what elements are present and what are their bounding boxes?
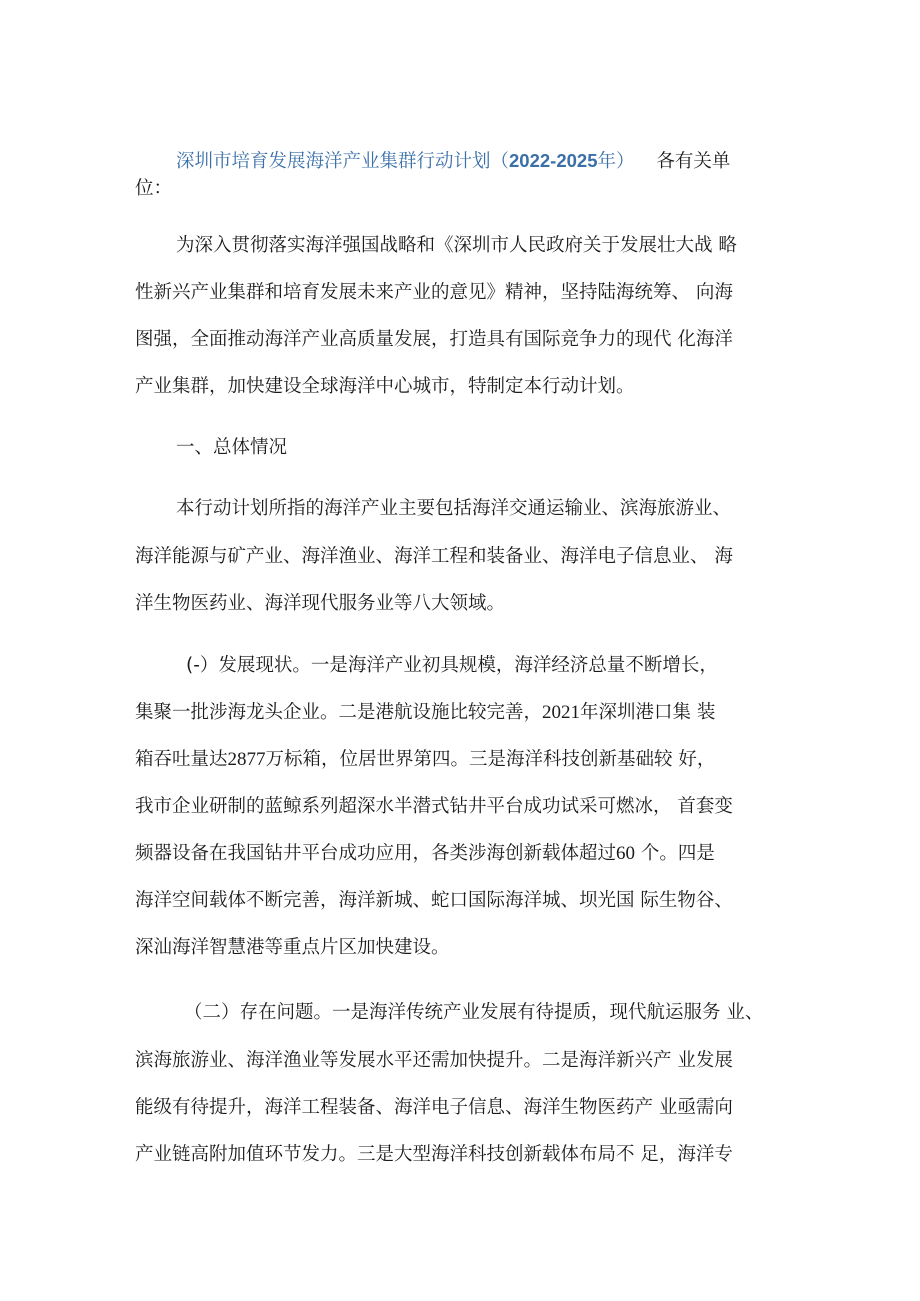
addressee-start: 各有关单: [656, 151, 731, 172]
p2-line-4: 我市企业研制的蓝鲸系列超深水半潜式钻井平台成功试采可燃冰， 首套变: [135, 796, 733, 817]
intro-line-3: 图强，全面推动海洋产业高质量发展，打造具有国际竞争力的现代 化海洋: [135, 329, 733, 350]
p2-line-1: (-）发展现状。一是海洋产业初具规模，海洋经济总量不断增长，: [186, 655, 718, 676]
title-main: 深圳市培育发展海洋产业集群行动计划（: [176, 151, 510, 172]
p2-line-3: 箱吞吐量达2877万标箱，位居世界第四。三是海洋科技创新基础较 好，: [135, 749, 716, 770]
p3-line-1: （二）存在问题。一是海洋传统产业发展有待提质，现代航运服务 业、: [184, 1002, 764, 1023]
p3-line-3: 能级有待提升，海洋工程装备、海洋电子信息、海洋生物医药产 业亟需向: [135, 1097, 733, 1118]
container-count: 2877: [227, 749, 266, 770]
p2-line-2: 集聚一批涉海龙头企业。二是港航设施比较完善，2021年深圳港口集 装: [135, 702, 716, 723]
p1-line-2: 海洋能源与矿产业、海洋渔业、海洋工程和装备业、海洋电子信息业、 海: [135, 546, 733, 567]
intro-line-1: 为深入贯彻落实海洋强国战略和《深圳市人民政府关于发展壮大战 略: [176, 235, 737, 256]
p1-line-3: 洋生物医药业、海洋现代服务业等八大领域。: [135, 593, 506, 614]
year-number: 2021: [542, 702, 581, 723]
intro-line-2: 性新兴产业集群和培育发展未来产业的意见》精神，坚持陆海统筹、 向海: [135, 282, 733, 303]
intro-line-4: 产业集群，加快建设全球海洋中心城市，特制定本行动计划。: [135, 376, 635, 397]
title-years: 2022-2025: [509, 150, 598, 171]
p3-line-4: 产业链高附加值环节发力。三是大型海洋科技创新载体布局不 足，海洋专: [135, 1144, 733, 1165]
document-title: [176, 148, 796, 175]
p2-line-7: 深汕海洋智慧港等重点片区加快建设。: [135, 937, 450, 958]
p1-line-1: 本行动计划所指的海洋产业主要包括海洋交通运输业、滨海旅游业、: [176, 498, 732, 519]
title-year-suffix: 年）: [597, 151, 635, 172]
section-heading: 一、总体情况: [176, 437, 288, 458]
p2-line-5: 频器设备在我国钻井平台成功应用，各类涉海创新载体超过60 个。四是: [135, 843, 715, 864]
p2-line-6: 海洋空间载体不断完善，海洋新城、蛇口国际海洋城、坝光国 际生物谷、: [135, 890, 733, 911]
addressee-end: 位：: [135, 178, 173, 199]
p3-line-2: 滨海旅游业、海洋渔业等发展水平还需加快提升。二是海洋新兴产 业发展: [135, 1050, 733, 1071]
carrier-count: 60: [616, 843, 636, 864]
